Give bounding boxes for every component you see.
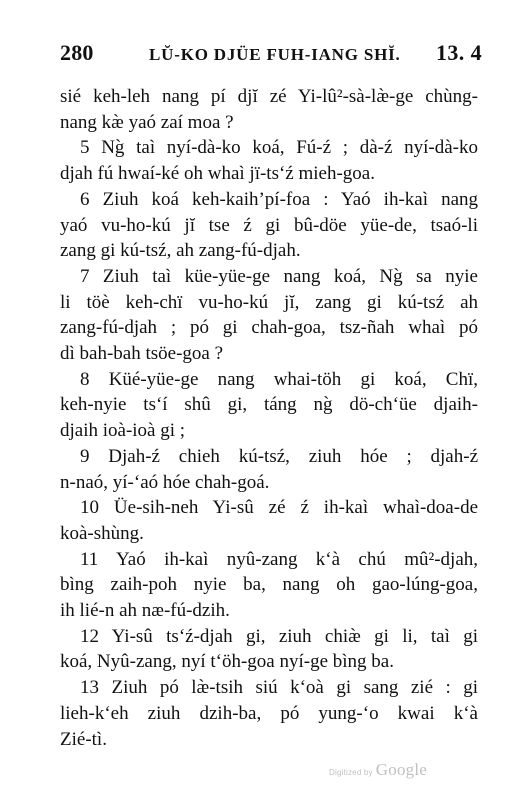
text-line: n-naó, yí-‘aó hóe chah-goá. [60,471,270,493]
verse-line: 6 Ziuh koá keh-kaih’pí-foa : Yaó ih-kaì nang [80,188,478,210]
google-digitization-watermark [329,760,427,782]
text-line: Zié-tì. [60,728,107,750]
verse-line: 13 Ziuh pó læ̀-tsih siú k‘oà gi sang zié : gi [80,677,478,699]
verse-line: 11 Yaó ih-kaì nyû-zang k‘à chú mû²-djah, [80,548,478,570]
text-line: bìng zaih-poh nyie ba, nang oh gao-lúng-goa, [60,574,478,596]
verse-line: 10 Üe-sih-neh Yi-sû zé ź ih-kaì whaì-doa-de [80,497,478,519]
verse-line: 9 Djah-ź chieh kú-tsź, ziuh hóe ; djah-ź [80,445,478,467]
page-number: 280 [60,40,94,65]
verse-line: 5 Ng̀ taì nyí-dà-ko koá, Fú-ź ; dà-ź nyí-dà-ko [80,137,478,159]
text-line: djah fú hwaí-ké oh whaì jï-ts‘ź mieh-goa. [60,163,375,185]
verse-line: 12 Yi-sû ts‘ź-djah gi, ziuh chiæ̀ gi li, taì gi [80,625,478,647]
text-line: djaih ioà-ioà gi ; [60,420,186,442]
page-header [60,40,482,70]
text-line: yaó vu-ho-kú jĭ tse ź gi bû-döe yüe-de, tsaó-li [60,214,478,236]
running-title: LŬ-KO DJÜE FUH-IANG SHĬ. [149,45,401,64]
text-line: lieh-k‘eh ziuh dzih-ba, pó yung-‘o kwai k‘à [60,702,478,724]
watermark-prefix: Digitized by [329,768,373,777]
text-line: sié keh-leh nang pí djĭ zé Yi-lû²-sà-læ̀-ge chùng- [60,86,478,107]
body-text [60,84,478,752]
text-line: koá, Nyû-zang, nyí t‘öh-goa nyí-ge bìng ba. [60,651,394,673]
text-line: ih lié-n ah næ-fú-dzih. [60,600,230,622]
text-line: li töè keh-chï vu-ho-kú jĭ, zang gi kú-tsź ah [60,291,478,313]
text-line: koà-shùng. [60,522,144,544]
google-logo: Google [375,760,428,779]
verse-line: 8 Küé-yüe-ge nang whai-töh gi koá, Chï, [80,368,478,390]
text-line: dì bah-bah tsöe-goa ? [60,343,224,365]
text-line: nang kæ̀ yaó zaí moa ? [60,111,234,133]
verse-line: 7 Ziuh taì küe-yüe-ge nang koá, Ng̀ sa nyie [80,265,478,287]
text-line: keh-nyie ts‘í shû gi, táng ng̀ dö-ch‘üe djaih- [60,394,478,416]
text-line: zang gi kú-tsź, ah zang-fú-djah. [60,240,301,262]
text-line: zang-fú-djah ; pó gi chah-goa, tsz-ñah whaì pó [60,317,478,339]
chapter-verse-reference: 13. 4 [436,40,482,65]
